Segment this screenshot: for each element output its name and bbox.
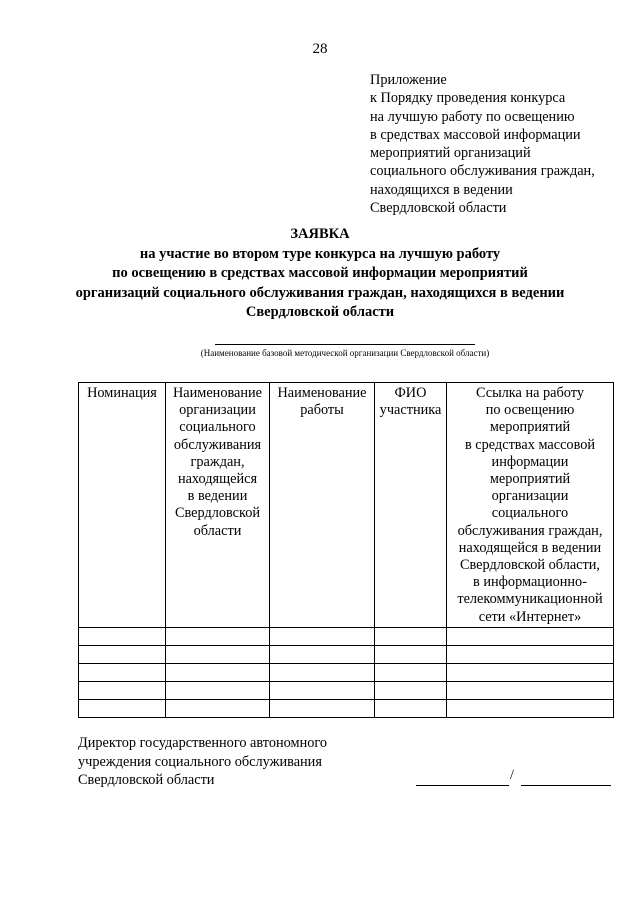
header-text-line: Наименование [277, 385, 367, 401]
appendix-line: к Порядку проведения конкурса [370, 90, 566, 107]
appendix-line: находящихся в ведении [370, 181, 513, 198]
header-text-line: находящейся в ведении [458, 539, 602, 556]
table-cell [79, 664, 166, 682]
table-cell [270, 664, 375, 682]
appendix-note [370, 71, 630, 217]
organization-fill-line [215, 344, 475, 345]
header-text-line: участника [379, 402, 442, 419]
header-text-line: находящейся [177, 471, 258, 488]
header-text-line: организации [179, 402, 256, 419]
appendix-line: мероприятий организаций [370, 145, 531, 162]
table-cell [375, 628, 447, 646]
signature-line: Директор государственного автономного [78, 735, 328, 751]
table-cell [375, 664, 447, 682]
table-cell [79, 682, 166, 700]
table-empty-row [79, 664, 614, 682]
header-cell-organization [166, 383, 270, 628]
table-empty-row [79, 628, 614, 646]
header-text-line: в средствах массовой [464, 436, 596, 453]
table-header-row [79, 383, 614, 628]
document-title [0, 225, 640, 323]
header-text-line: ФИО [394, 385, 427, 401]
table-cell [375, 682, 447, 700]
header-text-line: сети «Интернет» [478, 608, 582, 625]
header-text-line: социального [491, 505, 569, 522]
appendix-line: Свердловской области [370, 200, 507, 217]
header-text-line: информации [491, 453, 569, 470]
appendix-line: на лучшую работу по освещению [370, 108, 575, 125]
table-cell [447, 664, 614, 682]
table-cell [270, 646, 375, 664]
title-line: организаций социального обслуживания граждан, находящихся в ведении [75, 284, 565, 301]
header-cell-link [447, 383, 614, 628]
header-text-line: Наименование [172, 385, 263, 401]
page-number: 28 [312, 41, 328, 57]
table-cell [79, 628, 166, 646]
table-cell [166, 700, 270, 718]
header-text-line: области [193, 522, 242, 539]
table-cell [447, 628, 614, 646]
table-empty-row [79, 700, 614, 718]
table-cell [447, 700, 614, 718]
header-cell-participant [375, 383, 447, 628]
header-text-line: в ведении [187, 488, 248, 505]
header-text-line: мероприятий [489, 471, 571, 488]
header-text-line: Свердловской [174, 505, 261, 522]
appendix-line: Приложение [370, 72, 447, 88]
title-heading: ЗАЯВКА [290, 226, 350, 242]
title-line: на участие во втором туре конкурса на лучшую работу [139, 245, 501, 262]
title-line: Свердловской области [245, 304, 395, 320]
table-cell [270, 682, 375, 700]
signature-line: Свердловской области [78, 772, 215, 788]
application-table [78, 382, 614, 718]
table-empty-row [79, 682, 614, 700]
header-cell-nomination [79, 383, 166, 628]
header-text-line: Номинация [87, 385, 157, 401]
header-text-line: Ссылка на работу [476, 385, 584, 401]
header-text-line: организации [491, 488, 569, 505]
table-cell [79, 646, 166, 664]
signature-line: учреждения социального обслуживания [78, 753, 322, 770]
appendix-line: в средствах массовой информации [370, 126, 581, 143]
signature-block [78, 734, 378, 790]
table-cell [166, 682, 270, 700]
header-text-line: граждан, [190, 453, 245, 470]
table-cell [270, 628, 375, 646]
table-cell [447, 682, 614, 700]
signature-fill-line [416, 785, 509, 786]
header-text-line: по освещению [485, 402, 575, 419]
table-cell [270, 700, 375, 718]
table-cell [375, 700, 447, 718]
appendix-line: социального обслуживания граждан, [370, 163, 595, 180]
table-cell [375, 646, 447, 664]
table-cell [447, 646, 614, 664]
table-cell [166, 628, 270, 646]
table-empty-row [79, 646, 614, 664]
header-text-line: в информационно- [473, 574, 587, 591]
header-text-line: социального [179, 419, 256, 436]
table-cell [79, 700, 166, 718]
header-text-line: Свердловской области, [459, 557, 601, 574]
header-text-line: телекоммуникационной [457, 591, 603, 608]
table-cell [166, 646, 270, 664]
table-cell [166, 664, 270, 682]
header-text-line: обслуживания [173, 436, 262, 453]
title-line: по освещению в средствах массовой информации мероприятий [112, 265, 528, 281]
header-text-line: мероприятий [489, 419, 571, 436]
name-fill-line [521, 785, 611, 786]
header-cell-work-title [270, 383, 375, 628]
header-text-line: работы [300, 402, 344, 419]
header-text-line: обслуживания граждан, [457, 522, 603, 539]
signature-separator: / [510, 767, 514, 783]
organization-caption: (Наименование базовой методической организации Свердловской области) [200, 348, 490, 358]
